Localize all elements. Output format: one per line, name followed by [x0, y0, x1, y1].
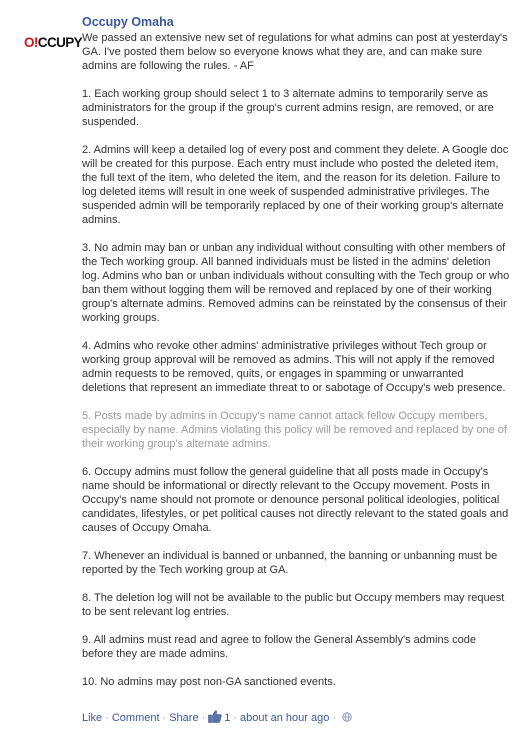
rule-5: 5. Posts made by admins in Occupy's name cannot attack fellow Occupy members, especially by name. Admins violating this policy will be removed and replaced by one of their working group's alternate admins. — [82, 410, 507, 450]
separator: · — [332, 712, 337, 724]
author-name-link[interactable]: Occupy Omaha — [82, 15, 174, 29]
rule-4: 4. Admins who revoke other admins' administrative privileges without Tech group or working group approval will be removed as admins. This will not apply if the removed admin requests to be removed, quits, or engages in spamming or unwarranted deletions that represent an immediate threat to or sabotage of Occupy's web presence. — [82, 340, 506, 394]
post-actions-bar — [82, 710, 510, 725]
rule-8: 8. The deletion log will not be available to the public but Occupy members may request to be sent relevant log entries. — [82, 592, 505, 618]
comment-link[interactable]: Comment — [111, 712, 160, 724]
like-count-button[interactable] — [208, 712, 230, 724]
globe-icon[interactable] — [342, 712, 352, 722]
rule-9: 9. All admins must read and agree to follow the General Assembly's admins code before they are made admins. — [82, 634, 477, 660]
rule-10: 10. No admins may post non-GA sanctioned events. — [82, 676, 336, 688]
timestamp-link[interactable]: about an hour ago — [240, 712, 330, 724]
rule-1: 1. Each working group should select 1 to 3 alternate admins to temporarily serve as administrators for the group if the group's current admins resign, are removed, or are suspended. — [82, 88, 494, 128]
like-link[interactable]: Like — [82, 712, 103, 724]
avatar-accent-text: O! — [24, 35, 38, 50]
avatar[interactable] — [24, 34, 83, 52]
separator: · — [105, 712, 109, 724]
share-link[interactable]: Share — [169, 712, 199, 724]
rule-2: 2. Admins will keep a detailed log of every post and comment they delete. A Google doc will be created for this purpose. Each entry must include who posted the deleted item, the full text of the item, who deleted the item, and the reason for its deletion. Failure to log deleted items will result in one week of suspended administrative privileges. The suspended admin will be temporarily replaced by one of their working group's alternate admins. — [82, 144, 509, 226]
thumbs-up-icon — [208, 710, 222, 723]
avatar-text: CCUPY — [37, 35, 83, 50]
rule-3: 3. No admin may ban or unban any individual without consulting with other members of the Tech working group. All banned individuals must be listed in the admins' deletion log. Admins who ban or unban individuals without consulting with the Tech group or who ban them without logging them will be removed and replaced by one of their working group's alternate admins. Removed admins can be reinstated by the consensus of their working groups. — [82, 242, 510, 324]
separator: · — [233, 712, 238, 724]
rule-7: 7. Whenever an individual is banned or unbanned, the banning or unbanning must be reported by the Tech working group at GA. — [82, 550, 498, 576]
rule-6: 6. Occupy admins must follow the general guideline that all posts made in Occupy's name should be informational or directly relevant to the Occupy movement. Posts in Occupy's name should not promote or denounce personal political ideologies, political candidates, lifestyles, or pet political causes not directly relevant to the stated goals and causes of Occupy Omaha. — [82, 466, 509, 534]
post-message — [82, 31, 510, 689]
post-content — [82, 14, 510, 689]
like-count: 1 — [224, 712, 231, 724]
separator: · — [201, 712, 206, 724]
separator: · — [162, 712, 167, 724]
post-intro: We passed an extensive new set of regulations for what admins can post at yesterday's GA. I've posted them below so everyone knows what they are, and can make sure admins are following the rules. - AF — [82, 32, 508, 72]
